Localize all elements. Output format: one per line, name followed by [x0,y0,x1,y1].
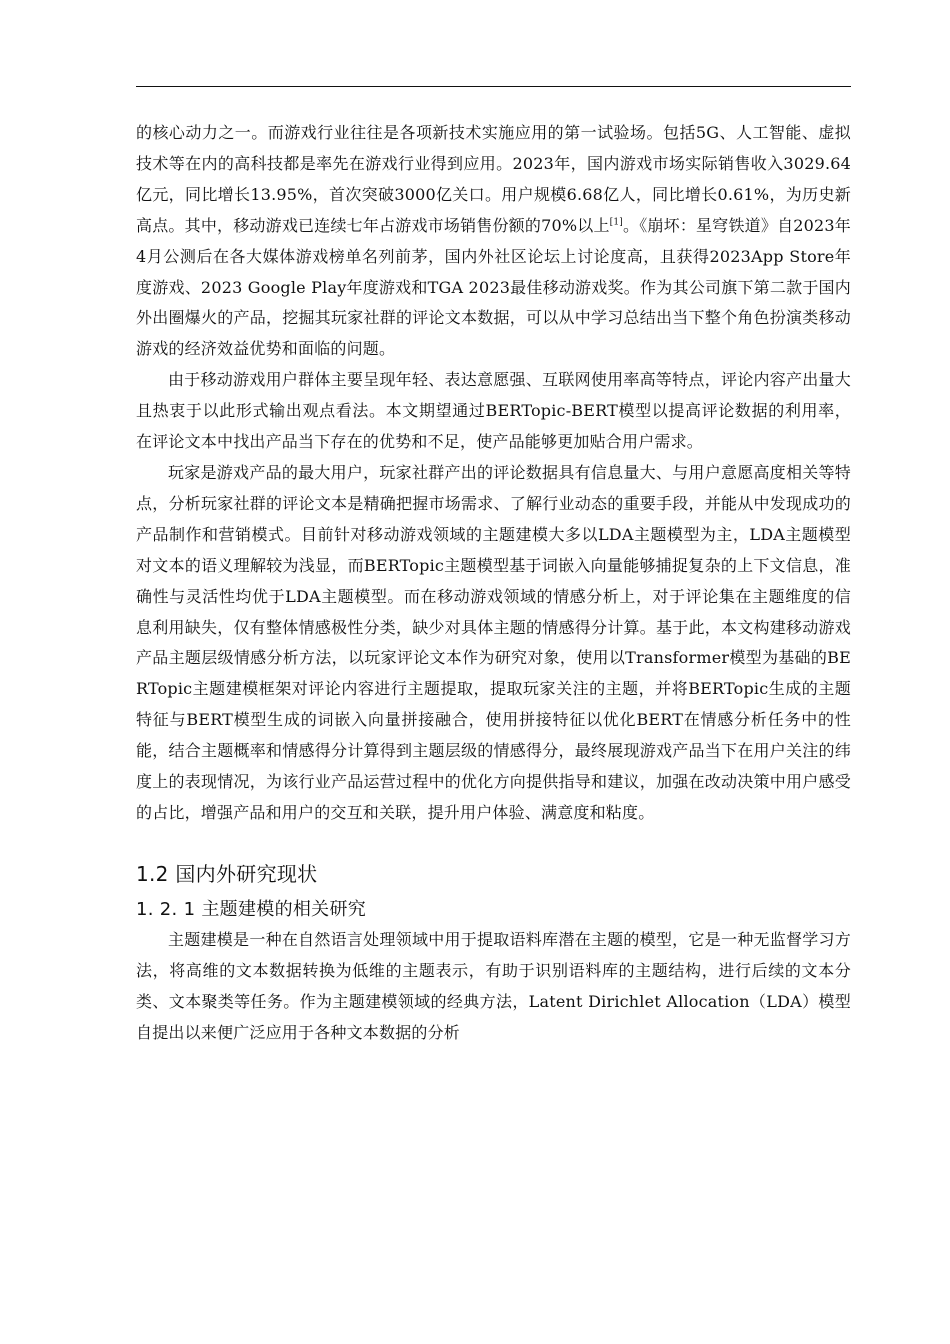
paragraph-player-community: 玩家是游戏产品的最大用户，玩家社群产出的评论数据具有信息量大、与用户意愿高度相关等特点，分析玩家社群的评论文本是精确把握市场需求、了解行业动态的重要手段，并能从中发现成功的产品制作和营销模式。目前针对移动游戏领域的主题建模大多以LDA主题模型为主，LDA主题模型对文本的语义理解较为浅显，而BERTopic主题模型基于词嵌入向量能够捕捉复杂的上下文信息，准确性与灵活性均优于LDA主题模型。而在移动游戏领域的情感分析上，对于评论集在主题维度的信息利用缺失，仅有整体情感极性分类，缺少对具体主题的情感得分计算。基于此，本文构建移动游戏产品主题层级情感分析方法，以玩家评论文本作为研究对象，使用以Transformer模型为基础的BERTopic主题建模框架对评论内容进行主题提取，提取玩家关注的主题，并将BERTopic生成的主题特征与BERT模型生成的词嵌入向量拼接融合，使用拼接特征以优化BERT在情感分析任务中的性能，结合主题概率和情感得分计算得到主题层级的情感得分，最终展现游戏产品当下在用户关注的纬度上的表现情况，为该行业产品运营过程中的优化方向提供指导和建议，加强在改动决策中用户感受的占比，增强产品和用户的交互和关联，提升用户体验、满意度和粘度。 [136,462,851,822]
paragraph-continuation [136,118,851,365]
header-rule [136,86,851,87]
paragraph-text: 的核心动力之一。而游戏行业往往是各项新技术实施应用的第一试验场。包括5G、人工智能、虚拟技术等在内的高科技都是率先在游戏行业得到应用。2023年，国内游戏市场实际销售收入3029.64亿元，同比增长13.95%，首次突破3000亿关口。用户规模6.68亿人，同比增长0.61%，为历史新高点。其中，移动游戏已连续七年占游戏市场销售份额的70%以上 [136,123,851,235]
paragraph-text: 。《崩坏：星穹铁道》自2023年4月公测后在各大媒体游戏榜单名列前茅，国内外社区论坛上讨论度高，且获得2023App Store年度游戏、2023 Google Play年度游戏和TGA 2023最佳移动游戏奖。作为其公司旗下第二款于国内外出圈爆火的产品，挖掘其玩家社群的评论文本数据，可以从中学习总结出当下整个角色扮演类移动游戏的经济效益优势和面临的问题。 [136,215,851,359]
citation-reference[interactable]: [1] [609,217,624,228]
page-content [136,118,851,1048]
section-heading: 1.2 国内外研究现状 [136,861,318,886]
paragraph-topic-modeling: 主题建模是一种在自然语言处理领域中用于提取语料库潜在主题的模型，它是一种无监督学习方法，将高维的文本数据转换为低维的主题表示，有助于识别语料库的主题结构，进行后续的文本分类、文本聚类等任务。作为主题建模领域的经典方法，Latent Dirichlet Allocation（LDA）模型自提出以来便广泛应用于各种文本数据的分析 [136,929,851,1042]
subsection-heading: 1. 2. 1 主题建模的相关研究 [136,898,367,920]
paragraph-user-characteristics: 由于移动游戏用户群体主要呈现年轻、表达意愿强、互联网使用率高等特点，评论内容产出量大且热衷于以此形式输出观点看法。本文期望通过BERTopic-BERT模型以提高评论数据的利用率，在评论文本中找出产品当下存在的优势和不足，使产品能够更加贴合用户需求。 [136,370,851,452]
